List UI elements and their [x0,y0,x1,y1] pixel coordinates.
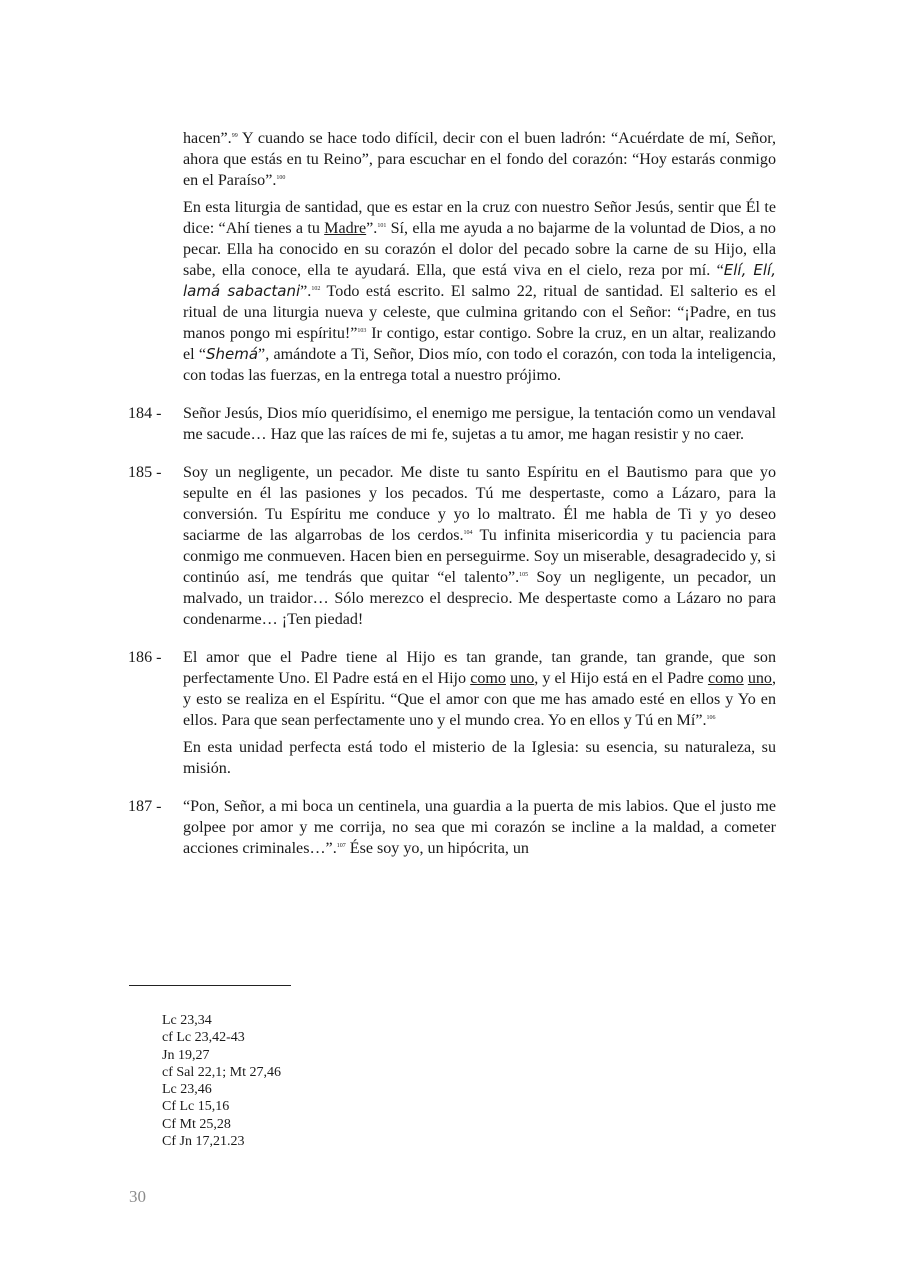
text-run: , y el Hijo está en el Padre [534,670,708,687]
paragraph-body [183,403,776,445]
paragraph-number: 184 - [128,405,162,422]
text-run: Ése soy yo, un hipócrita, un [345,840,529,857]
footnote-ref-100[interactable]: 100 [276,175,286,181]
text-run: Soy un negligente, un pecador, un malvado, un traidor… Sólo merezco el desprecio. Me despertaste como a Lázaro no para condenarme… ¡Ten piedad! [183,569,776,628]
text-run: hacen”. [183,130,232,147]
footnote-ref-102[interactable]: 102 [311,286,321,292]
text-run: El amor que el Padre tiene al Hijo es tan grande, tan grande, tan grande, que son perfectamente Uno. El Padre está en el Hijo [183,649,776,687]
footnote-item: Jn 19,27 [162,1047,210,1063]
main-text [128,128,776,859]
text-run: ”, amándote a Ti, Señor, Dios mío, con todo el corazón, con toda la inteligencia, con todas las fuerzas, en la entrega total a nuestro prójimo. [183,346,776,384]
footnote-item: Cf Jn 17,21.23 [162,1134,245,1150]
footnote-ref-105[interactable]: 105 [519,572,529,578]
paragraph-number: 185 - [128,464,162,481]
italic-word: Shemá [205,345,259,363]
text-run: “Pon, Señor, a mi boca un centinela, una guardia a la puerta de mis labios. Que el justo me golpee por amor y me corrija, no sea que mi corazón se incline a la maldad, a cometer acciones criminales…”. [183,798,776,857]
paragraph-body [183,796,776,859]
text-run: Ir contigo, estar contigo. Sobre la cruz, en un altar, realizando el “ [183,325,776,363]
paragraph-body [183,647,776,731]
footnote-item: cf Lc 23,42-43 [162,1030,245,1046]
underlined-word: Madre [324,220,367,237]
footnote-ref-107[interactable]: 107 [336,843,346,849]
page-number: 30 [129,1187,146,1206]
text-run: Sí, ella me ayuda a no bajarme de la voluntad de Dios, a no pecar. Ella ha conocido en su corazón el dolor del pecado sobre la carne de su Hijo, ella sabe, ella conoce, ella te ayudará. Ella, que está viva en el cielo, reza por mí. “ [183,220,776,279]
underlined-word: como [470,670,506,687]
footnote-ref-104[interactable]: 104 [463,530,473,536]
paragraph-185 [128,462,776,630]
paragraph-body [183,462,776,630]
text-run: Señor Jesús, Dios mío queridísimo, el enemigo me persigue, la tentación como un vendaval me sacude… Haz que las raíces de mi fe, sujetas a tu amor, me hagan resistir y no caer. [183,405,776,443]
paragraph-187 [128,796,776,859]
paragraph-number: 186 - [128,649,162,666]
footnote-item: Cf Mt 25,28 [162,1116,231,1132]
underlined-word: uno [510,670,535,687]
paragraph-186 [128,647,776,779]
footnote-ref-99[interactable]: 99 [231,133,238,139]
footnote-item: Cf Lc 15,16 [162,1099,230,1115]
underlined-word: como [707,670,744,687]
footnote-item: Lc 23,46 [162,1082,212,1098]
footnote-item: cf Sal 22,1; Mt 27,46 [162,1064,281,1080]
text-run: En esta liturgia de santidad, que es estar en la cruz con nuestro Señor Jesús, sentir que Él te dice: “Ahí tienes a tu [183,199,776,237]
italic-phrase: Elí, Elí, lamá sabactani [183,261,776,300]
text-run: Y cuando se hace todo difícil, decir con el buen ladrón: “Acuérdate de mí, Señor, ahora que estás en tu Reino”, para escuchar en el fondo del corazón: “Hoy estarás conmigo en el Paraíso”. [183,130,776,189]
paragraph-184 [128,403,776,445]
footnote-ref-101[interactable]: 101 [377,223,387,229]
text-run: ”. [366,220,378,237]
paragraph-body-continued: En esta unidad perfecta está todo el misterio de la Iglesia: su esencia, su naturaleza, su misión. [183,739,776,777]
underlined-word: uno [747,670,772,687]
continuation-paragraph-1 [183,128,776,191]
text-run: , y esto se realiza en el Espíritu. “Que el amor con que me has amado esté en ellos y Yo en ellos. Para que sean perfectamente uno y el mundo crea. Yo en ellos y Tú en Mí”. [183,670,776,729]
footnote-ref-103[interactable]: 103 [357,328,367,334]
footnotes-list [162,1012,281,1150]
text-run: Soy un negligente, un pecador. Me diste tu santo Espíritu en el Bautismo para que yo sepulte en él las pasiones y los pecados. Tú me despertaste, como a Lázaro, para la conversión. Tu Espíritu me conduce y yo lo maltrato. Él me habla de Ti y yo deseo saciarme de las algarrobas de los cerdos. [183,464,776,544]
continuation-paragraph-2 [183,197,776,386]
footnote-item: Lc 23,34 [162,1013,212,1028]
footnote-divider [129,985,291,986]
footnote-ref-106[interactable]: 106 [706,715,716,721]
text-run: ”. [300,283,312,300]
text-run: Tu infinita misericordia y tu paciencia para conmigo me conmueven. Hacen bien en perseguirme. Soy un miserable, desagradecido y, si continúo así, me tendrás que quitar “el talento”. [183,527,776,586]
text-run: Todo está escrito. El salmo 22, ritual de santidad. El salterio es el ritual de una liturgia nueva y celeste, que culmina gritando con el Señor: “¡Padre, en tus manos pongo mi espíritu!” [183,283,776,342]
paragraph-number: 187 - [128,798,162,815]
